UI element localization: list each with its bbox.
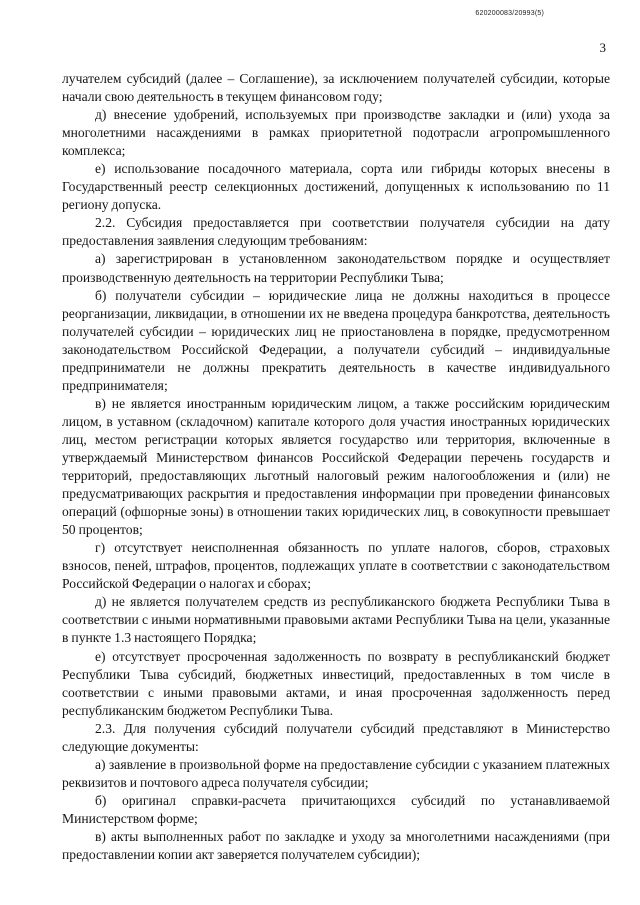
paragraph: б) оригинал справки-расчета причитающихся субсидий по устанавливаемой Министерством форме; [62,792,610,826]
paragraph: д) не является получателем средств из республиканского бюджета Республики Тыва в соответствии с иными нормативными правовыми актами Республики Тыва на цели, указанные в пункте 1.3 настоящего Порядка; [62,594,610,646]
paragraph: а) зарегистрирован в установленном законодательством порядке и осуществляет производственную деятельность на территории Республики Тыва; [62,251,610,285]
page-number: 3 [599,40,606,55]
paragraph: г) отсутствует неисполненная обязанность по уплате налогов, сборов, страховых взносов, пеней, штрафов, процентов, подлежащих уплате в соответствии с законодательством Российской Федерации о налогах и сборах; [62,540,610,592]
document-body [62,70,610,864]
paragraph: лучателем субсидий (далее – Соглашение), за исключением получателей субсидии, которые начали свою деятельность в текущем финансовом году; [62,71,610,105]
paragraph: 2.3. Для получения субсидий получатели субсидий представляют в Министерство следующие документы: [62,720,610,754]
document-code: 620200083/20993(5) [475,10,544,17]
paragraph: д) внесение удобрений, используемых при производстве закладки и (или) ухода за многолетними насаждениями в рамках приоритетной подотрасли агропромышленного комплекса; [62,107,610,159]
paragraph: б) получатели субсидии – юридические лица не должны находиться в процессе реорганизации, ликвидации, в отношении их не введена процедура банкротства, деятельность получателей субсидии – юридических лиц не приостановлена в порядке, предусмотренном законодательством Российской Федерации, а получатели субсидий – индивидуальные предприниматели не должны прекратить деятельность в качестве индивидуального предпринимателя; [62,287,610,393]
paragraph: а) заявление в произвольной форме на предоставление субсидии с указанием платежных реквизитов и почтового адреса получателя субсидии; [62,756,610,790]
paragraph: е) использование посадочного материала, сорта или гибриды которых внесены в Государственный реестр селекционных достижений, допущенных к использованию по 11 региону допуска. [62,161,610,213]
paragraph: е) отсутствует просроченная задолженность по возврату в республиканский бюджет Республики Тыва субсидий, бюджетных инвестиций, предоставленных в том числе в соответствии с иными правовыми актами, и иная просроченная задолженность перед республиканским бюджетом Республики Тыва. [62,648,610,718]
paragraph: в) не является иностранным юридическим лицом, а также российским юридическим лицом, в уставном (складочном) капитале которого доля участия иностранных юридических лиц, местом регистрации которых является государство или территория, включенные в утверждаемый Министерством финансов Российской Федерации перечень государств и территорий, предоставляющих льготный налоговый режим налогообложения и (или) не предусматривающих раскрытия и предоставления информации при проведении финансовых операций (офшорные зоны) в отношении таких юридических лиц, в совокупности превышает 50 процентов; [62,395,610,538]
paragraph: 2.2. Субсидия предоставляется при соответствии получателя субсидии на дату предоставления заявления следующим требованиям: [62,215,610,249]
paragraph: в) акты выполненных работ по закладке и уходу за многолетними насаждениями (при предоставлении копии акт заверяется получателем субсидии); [62,828,610,863]
